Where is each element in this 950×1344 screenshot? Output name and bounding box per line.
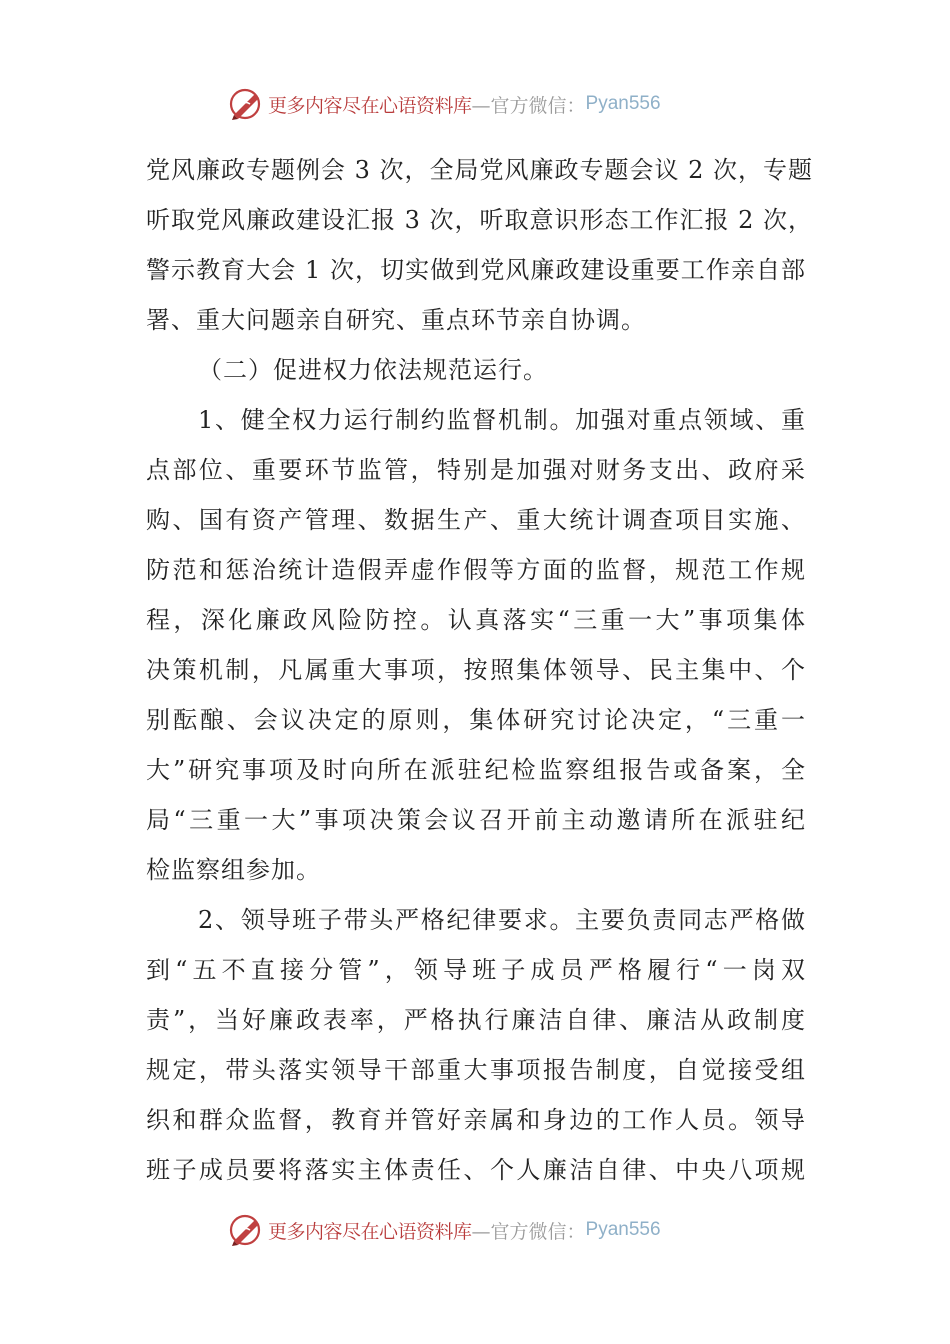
body-line: 程，深化廉政风险防控。认真落实“三重一大”事项集体 <box>146 606 806 634</box>
banner-separator-text: —官方微信： <box>471 94 586 117</box>
banner-wechat-id: Pyan556 <box>585 93 661 114</box>
pen-logo-icon <box>228 1212 264 1248</box>
body-line: 责”，当好廉政表率，严格执行廉洁自律、廉洁从政制度 <box>146 1006 806 1034</box>
body-line: 听取党风廉政建设汇报 3 次，听取意识形态工作汇报 2 次， <box>146 206 814 234</box>
body-line: 大”研究事项及时向所在派驻纪检监察组报告或备案，全 <box>146 756 806 784</box>
body-line: 织和群众监督，教育并管好亲属和身边的工作人员。领导 <box>146 1106 806 1134</box>
section-heading: （二）促进权力依法规范运行。 <box>198 356 548 384</box>
body-line: 党风廉政专题例会 3 次，全局党风廉政专题会议 2 次，专题 <box>146 156 814 184</box>
header-watermark-banner <box>228 84 661 124</box>
body-line: 署、重大问题亲自研究、重点环节亲自协调。 <box>146 306 646 334</box>
footer-watermark-banner <box>228 1210 661 1250</box>
banner-separator-text: —官方微信： <box>471 1220 586 1243</box>
body-line: 班子成员要将落实主体责任、个人廉洁自律、中央八项规 <box>146 1156 806 1184</box>
banner-brand-text: 更多内容尽在心语资料库 <box>268 94 472 117</box>
body-line: 警示教育大会 1 次，切实做到党风廉政建设重要工作亲自部 <box>146 256 806 284</box>
body-line: 规定，带头落实领导干部重大事项报告制度，自觉接受组 <box>146 1056 806 1084</box>
body-line: 购、国有资产管理、数据生产、重大统计调查项目实施、 <box>146 506 806 534</box>
body-line: 到“五不直接分管”，领导班子成员严格履行“一岗双 <box>146 956 806 984</box>
body-line: 防范和惩治统计造假弄虚作假等方面的监督，规范工作规 <box>146 556 806 584</box>
document-body <box>146 145 814 1195</box>
pen-logo-icon <box>228 86 264 122</box>
body-line: 局“三重一大”事项决策会议召开前主动邀请所在派驻纪 <box>146 806 806 834</box>
body-line: 检监察组参加。 <box>146 856 321 884</box>
banner-brand-text: 更多内容尽在心语资料库 <box>268 1220 472 1243</box>
banner-wechat-id: Pyan556 <box>585 1219 661 1240</box>
body-line: 点部位、重要环节监管，特别是加强对财务支出、政府采 <box>146 456 806 484</box>
body-line: 1、健全权力运行制约监督机制。加强对重点领域、重 <box>198 406 806 434</box>
body-line: 2、领导班子带头严格纪律要求。主要负责同志严格做 <box>198 906 806 934</box>
body-line: 决策机制，凡属重大事项，按照集体领导、民主集中、个 <box>146 656 806 684</box>
body-line: 别酝酿、会议决定的原则，集体研究讨论决定，“三重一 <box>146 706 806 734</box>
